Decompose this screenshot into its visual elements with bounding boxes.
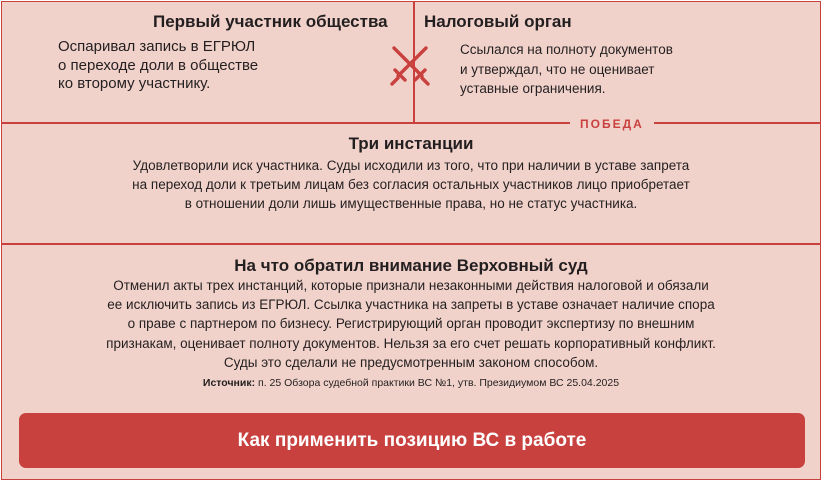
- three-instances-line: в отношении доли лишь имущественные права, но не статус участника.: [184, 196, 638, 212]
- first-participant-title: Первый участник общества: [153, 12, 388, 31]
- source-label: Источник:: [202, 377, 256, 389]
- section-divider-bottom: [2, 243, 820, 245]
- supreme-court-line: о праве с партнером по бизнесу. Регистрирующий орган проводит экспертизу по внешним: [127, 316, 695, 332]
- tax-authority-text: [460, 40, 673, 99]
- supreme-court-title: На что обратил внимание Верховный суд: [234, 256, 588, 275]
- tax-authority-line: уставные ограничения.: [460, 81, 606, 96]
- supreme-court-line: Суды это сделали не предусмотренным законом способом.: [223, 354, 599, 370]
- crossed-swords-icon: [386, 42, 434, 90]
- tax-authority-line: Ссылался на полноту документов: [460, 42, 673, 57]
- supreme-court-text: [2, 276, 820, 372]
- first-participant-text: [58, 38, 258, 94]
- source-text: п. 25 Обзора судебной практики ВС №1, утв. Президиумом ВС 25.04.2025: [255, 377, 620, 389]
- case-card: [1, 1, 821, 480]
- three-instances-title: Три инстанции: [348, 134, 474, 153]
- supreme-court-line: ее исключить запись из ЕГРЮЛ. Ссылка участника на запреты в уставе означает наличие спора: [107, 297, 715, 313]
- source-note: [2, 377, 820, 389]
- first-participant-line: Оспаривал запись в ЕГРЮЛ: [58, 38, 256, 55]
- supreme-court-line: Отменил акты трех инстанций, которые признали незаконными действия налоговой и обязали: [113, 278, 709, 293]
- three-instances-line: на переход доли к третьим лицам без согласия остальных участников лицо приобретает: [132, 177, 690, 193]
- tax-authority-line: и утверждал, что не оценивает: [460, 61, 655, 77]
- three-instances-text: [2, 156, 820, 214]
- victory-badge: ПОБЕДА: [570, 115, 654, 133]
- first-participant-line: о переходе доли в обществе: [58, 56, 259, 74]
- section-divider-top: [2, 122, 820, 124]
- three-instances-line: Удовлетворили иск участника. Суды исходили из того, что при наличии в уставе запрета: [132, 158, 690, 173]
- tax-authority-title: Налоговый орган: [424, 12, 572, 31]
- apply-position-button[interactable]: Как применить позицию ВС в работе: [19, 413, 805, 468]
- supreme-court-line: признакам, оценивает полноту документов. Нельзя за его счет решать корпоративный конфликт.: [106, 335, 716, 351]
- first-participant-line: ко второму участнику.: [58, 75, 211, 92]
